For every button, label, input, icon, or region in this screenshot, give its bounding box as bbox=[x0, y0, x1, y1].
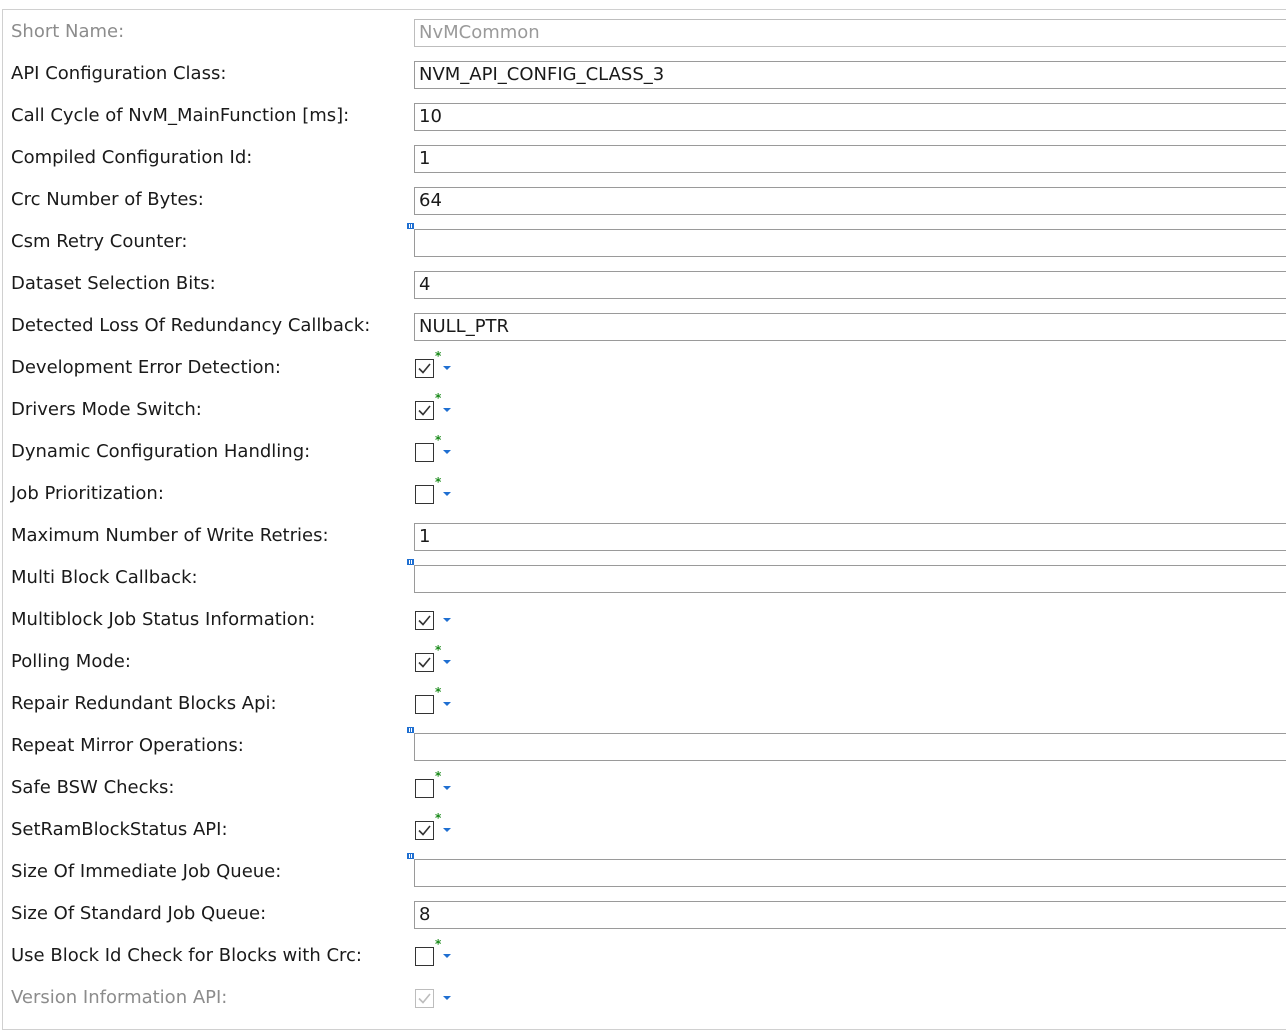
multi-block-callback-input[interactable] bbox=[414, 565, 1286, 593]
row-repeat-mirror-operations bbox=[0, 725, 1286, 767]
dropdown-arrow-icon[interactable] bbox=[443, 702, 451, 706]
block-id-check-label: Use Block Id Check for Blocks with Crc: bbox=[11, 945, 362, 966]
row-csm-retry-counter bbox=[0, 221, 1286, 263]
polling-mode-label: Polling Mode: bbox=[11, 651, 131, 672]
dropdown-arrow-icon[interactable] bbox=[443, 828, 451, 832]
call-cycle-input[interactable]: 10 bbox=[414, 103, 1286, 131]
row-development-error-detection bbox=[0, 347, 1286, 389]
check-icon bbox=[417, 655, 432, 670]
safe-bsw-checks-label: Safe BSW Checks: bbox=[11, 777, 175, 798]
row-version-info-api bbox=[0, 977, 1286, 1019]
modified-marker: * bbox=[435, 769, 442, 783]
detected-loss-callback-label: Detected Loss Of Redundancy Callback: bbox=[11, 315, 371, 336]
dropdown-arrow-icon[interactable] bbox=[443, 996, 451, 1000]
row-dataset-selection-bits bbox=[0, 263, 1286, 305]
size-immediate-queue-label: Size Of Immediate Job Queue: bbox=[11, 861, 282, 882]
row-call-cycle bbox=[0, 95, 1286, 137]
multiblock-job-status-checkbox[interactable] bbox=[415, 611, 434, 630]
api-configuration-class-input[interactable]: NVM_API_CONFIG_CLASS_3 bbox=[414, 61, 1286, 89]
dataset-selection-bits-input[interactable]: 4 bbox=[414, 271, 1286, 299]
dropdown-arrow-icon[interactable] bbox=[443, 408, 451, 412]
drivers-mode-switch-label: Drivers Mode Switch: bbox=[11, 399, 202, 420]
check-icon bbox=[417, 823, 432, 838]
row-api-configuration-class bbox=[0, 53, 1286, 95]
csm-retry-counter-label: Csm Retry Counter: bbox=[11, 231, 188, 252]
call-cycle-label: Call Cycle of NvM_MainFunction [ms]: bbox=[11, 105, 350, 126]
multi-block-callback-label: Multi Block Callback: bbox=[11, 567, 198, 588]
version-info-api-label: Version Information API: bbox=[11, 987, 228, 1008]
check-icon bbox=[417, 991, 432, 1006]
short-name-label: Short Name: bbox=[11, 21, 125, 42]
compiled-configuration-id-label: Compiled Configuration Id: bbox=[11, 147, 253, 168]
size-standard-queue-label: Size Of Standard Job Queue: bbox=[11, 903, 267, 924]
row-job-prioritization bbox=[0, 473, 1286, 515]
polling-mode-checkbox[interactable] bbox=[415, 653, 434, 672]
crc-number-of-bytes-input[interactable]: 64 bbox=[414, 187, 1286, 215]
dataset-selection-bits-label: Dataset Selection Bits: bbox=[11, 273, 216, 294]
api-configuration-class-label: API Configuration Class: bbox=[11, 63, 227, 84]
default-value-marker-icon bbox=[407, 727, 414, 733]
row-set-ram-block-status bbox=[0, 809, 1286, 851]
development-error-detection-checkbox[interactable] bbox=[415, 359, 434, 378]
row-multiblock-job-status bbox=[0, 599, 1286, 641]
default-value-marker-icon bbox=[407, 559, 414, 565]
row-repair-redundant-blocks bbox=[0, 683, 1286, 725]
dropdown-arrow-icon[interactable] bbox=[443, 450, 451, 454]
csm-retry-counter-input[interactable] bbox=[414, 229, 1286, 257]
row-size-immediate-queue bbox=[0, 851, 1286, 893]
check-icon bbox=[417, 403, 432, 418]
dropdown-arrow-icon[interactable] bbox=[443, 660, 451, 664]
row-multi-block-callback bbox=[0, 557, 1286, 599]
repair-redundant-blocks-label: Repair Redundant Blocks Api: bbox=[11, 693, 277, 714]
job-prioritization-checkbox[interactable] bbox=[415, 485, 434, 504]
dropdown-arrow-icon[interactable] bbox=[443, 618, 451, 622]
dropdown-arrow-icon[interactable] bbox=[443, 954, 451, 958]
detected-loss-callback-input[interactable]: NULL_PTR bbox=[414, 313, 1286, 341]
modified-marker: * bbox=[435, 475, 442, 489]
check-icon bbox=[417, 361, 432, 376]
set-ram-block-status-label: SetRamBlockStatus API: bbox=[11, 819, 228, 840]
default-value-marker-icon bbox=[407, 223, 414, 229]
row-dynamic-configuration-handling bbox=[0, 431, 1286, 473]
modified-marker: * bbox=[435, 349, 442, 363]
set-ram-block-status-checkbox[interactable] bbox=[415, 821, 434, 840]
row-size-standard-queue bbox=[0, 893, 1286, 935]
multiblock-job-status-label: Multiblock Job Status Information: bbox=[11, 609, 316, 630]
version-info-api-checkbox bbox=[415, 989, 434, 1008]
modified-marker: * bbox=[435, 391, 442, 405]
row-detected-loss-callback bbox=[0, 305, 1286, 347]
crc-number-of-bytes-label: Crc Number of Bytes: bbox=[11, 189, 204, 210]
check-icon bbox=[417, 613, 432, 628]
block-id-check-checkbox[interactable] bbox=[415, 947, 434, 966]
row-maximum-write-retries bbox=[0, 515, 1286, 557]
short-name-input: NvMCommon bbox=[414, 19, 1286, 47]
dynamic-configuration-handling-label: Dynamic Configuration Handling: bbox=[11, 441, 311, 462]
maximum-write-retries-input[interactable]: 1 bbox=[414, 523, 1286, 551]
row-block-id-check bbox=[0, 935, 1286, 977]
modified-marker: * bbox=[435, 811, 442, 825]
default-value-marker-icon bbox=[407, 853, 414, 859]
modified-marker: * bbox=[435, 685, 442, 699]
safe-bsw-checks-checkbox[interactable] bbox=[415, 779, 434, 798]
size-immediate-queue-input[interactable] bbox=[414, 859, 1286, 887]
maximum-write-retries-label: Maximum Number of Write Retries: bbox=[11, 525, 329, 546]
repeat-mirror-operations-label: Repeat Mirror Operations: bbox=[11, 735, 244, 756]
modified-marker: * bbox=[435, 937, 442, 951]
row-short-name bbox=[0, 11, 1286, 53]
row-crc-number-of-bytes bbox=[0, 179, 1286, 221]
job-prioritization-label: Job Prioritization: bbox=[11, 483, 164, 504]
dynamic-configuration-handling-checkbox[interactable] bbox=[415, 443, 434, 462]
repeat-mirror-operations-input[interactable] bbox=[414, 733, 1286, 761]
dropdown-arrow-icon[interactable] bbox=[443, 366, 451, 370]
modified-marker: * bbox=[435, 433, 442, 447]
row-safe-bsw-checks bbox=[0, 767, 1286, 809]
dropdown-arrow-icon[interactable] bbox=[443, 492, 451, 496]
development-error-detection-label: Development Error Detection: bbox=[11, 357, 281, 378]
row-polling-mode bbox=[0, 641, 1286, 683]
repair-redundant-blocks-checkbox[interactable] bbox=[415, 695, 434, 714]
modified-marker: * bbox=[435, 643, 442, 657]
dropdown-arrow-icon[interactable] bbox=[443, 786, 451, 790]
drivers-mode-switch-checkbox[interactable] bbox=[415, 401, 434, 420]
row-compiled-configuration-id bbox=[0, 137, 1286, 179]
compiled-configuration-id-input[interactable]: 1 bbox=[414, 145, 1286, 173]
row-drivers-mode-switch bbox=[0, 389, 1286, 431]
size-standard-queue-input[interactable]: 8 bbox=[414, 901, 1286, 929]
